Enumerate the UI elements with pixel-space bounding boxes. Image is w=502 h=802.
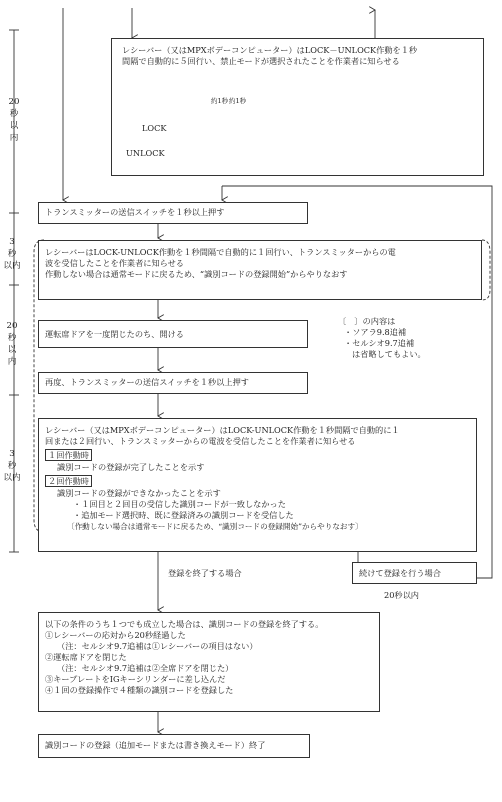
lock-label: LOCK (142, 123, 167, 133)
one-operation-tag: １回作動時 (45, 449, 92, 461)
branch-continue-label: 続けて登録を行う場合 (352, 562, 477, 584)
step-open-driver-door: 運転席ドアを一度閉じたのち、開ける (38, 320, 308, 348)
two-operation-tag: ２回作動時 (45, 475, 92, 487)
result-box: レシーバー（又はMPXボデーコンピューター）はLOCK-UNLOCK作動を１秒間隔で自動的に１ 回または２回行い、トランスミッターからの電波を受信したことを作業者に知らせる １回作動時 識別コードの登録が完了したことを示す ２回作動時 識別コードの登録ができなかったことを示す ・１回目と２回目の受信した識別コードが一致しなかった ・追加モード選択時、既に登録済みの識別コードを受信した 〔作動しない場合は通常モードに戻るため、“識別コードの登録開始”からやりなおす〕 (38, 418, 477, 552)
receiver-line2: 間隔で自動的に５回行い、禁止モードが選択されたことを作業者に知らせる (122, 56, 400, 66)
time-label-20s-2: 20 秒 以 内 (6, 321, 18, 367)
step-press-transmitter: トランスミッターの送信スイッチを１秒以上押す (38, 202, 308, 224)
time-label-3s: 3 秒 以内 (3, 237, 21, 271)
timing-label-2: 約1秒 (229, 97, 247, 105)
end-conditions-box: 以下の条件のうち１つでも成立した場合は、識別コードの登録を終了する。 ①レシーバーの応対から20秒経過した （注：セルシオ9.7追補は①レシーバーの項目はない） ②運転席ドアを閉じた （注：セルシオ9.7追補は②全席ドアを閉じた） ③キープレートをIGキーシリンダーに差し込んだ ④１回の登録操作で４種類の識別コードを登録した (38, 612, 380, 712)
unlock-label: UNLOCK (126, 148, 165, 158)
step-press-transmitter-again: 再度、トランスミッターの送信スイッチを１秒以上押す (38, 372, 308, 394)
receiver-line1: レシーバー（又はMPXボデーコンピューター）はLOCK－UNLOCK作動を１秒 (122, 45, 418, 55)
time-label-3s-2: 3 秒 以内 (3, 449, 21, 483)
branch-limit-label: 20秒以内 (384, 590, 419, 600)
registration-end-box: 識別コードの登録（追加モードまたは書き換えモード）終了 (38, 734, 310, 758)
time-label-20s: 20 秒 以 内 (8, 97, 20, 143)
optional-bracket-right (482, 240, 490, 300)
step-receiver-confirm: レシーバーはLOCK-UNLOCK作動を１秒間隔で自動的に１回行い、トランスミッターからの電 波を受信したことを作業者に知らせる 作動しない場合は通常モードに戻るため、“識別コードの登録開始”からやりなおす (38, 240, 482, 300)
timing-label-1: 約1秒 (211, 97, 229, 105)
branch-finish-label: 登録を終了する場合 (168, 568, 242, 578)
receiver-notification-box (111, 38, 484, 176)
side-note: 〔 〕の内容は ・ソアラ9.8追補 ・セルシオ9.7追補 は省略してもよい。 (338, 316, 426, 359)
